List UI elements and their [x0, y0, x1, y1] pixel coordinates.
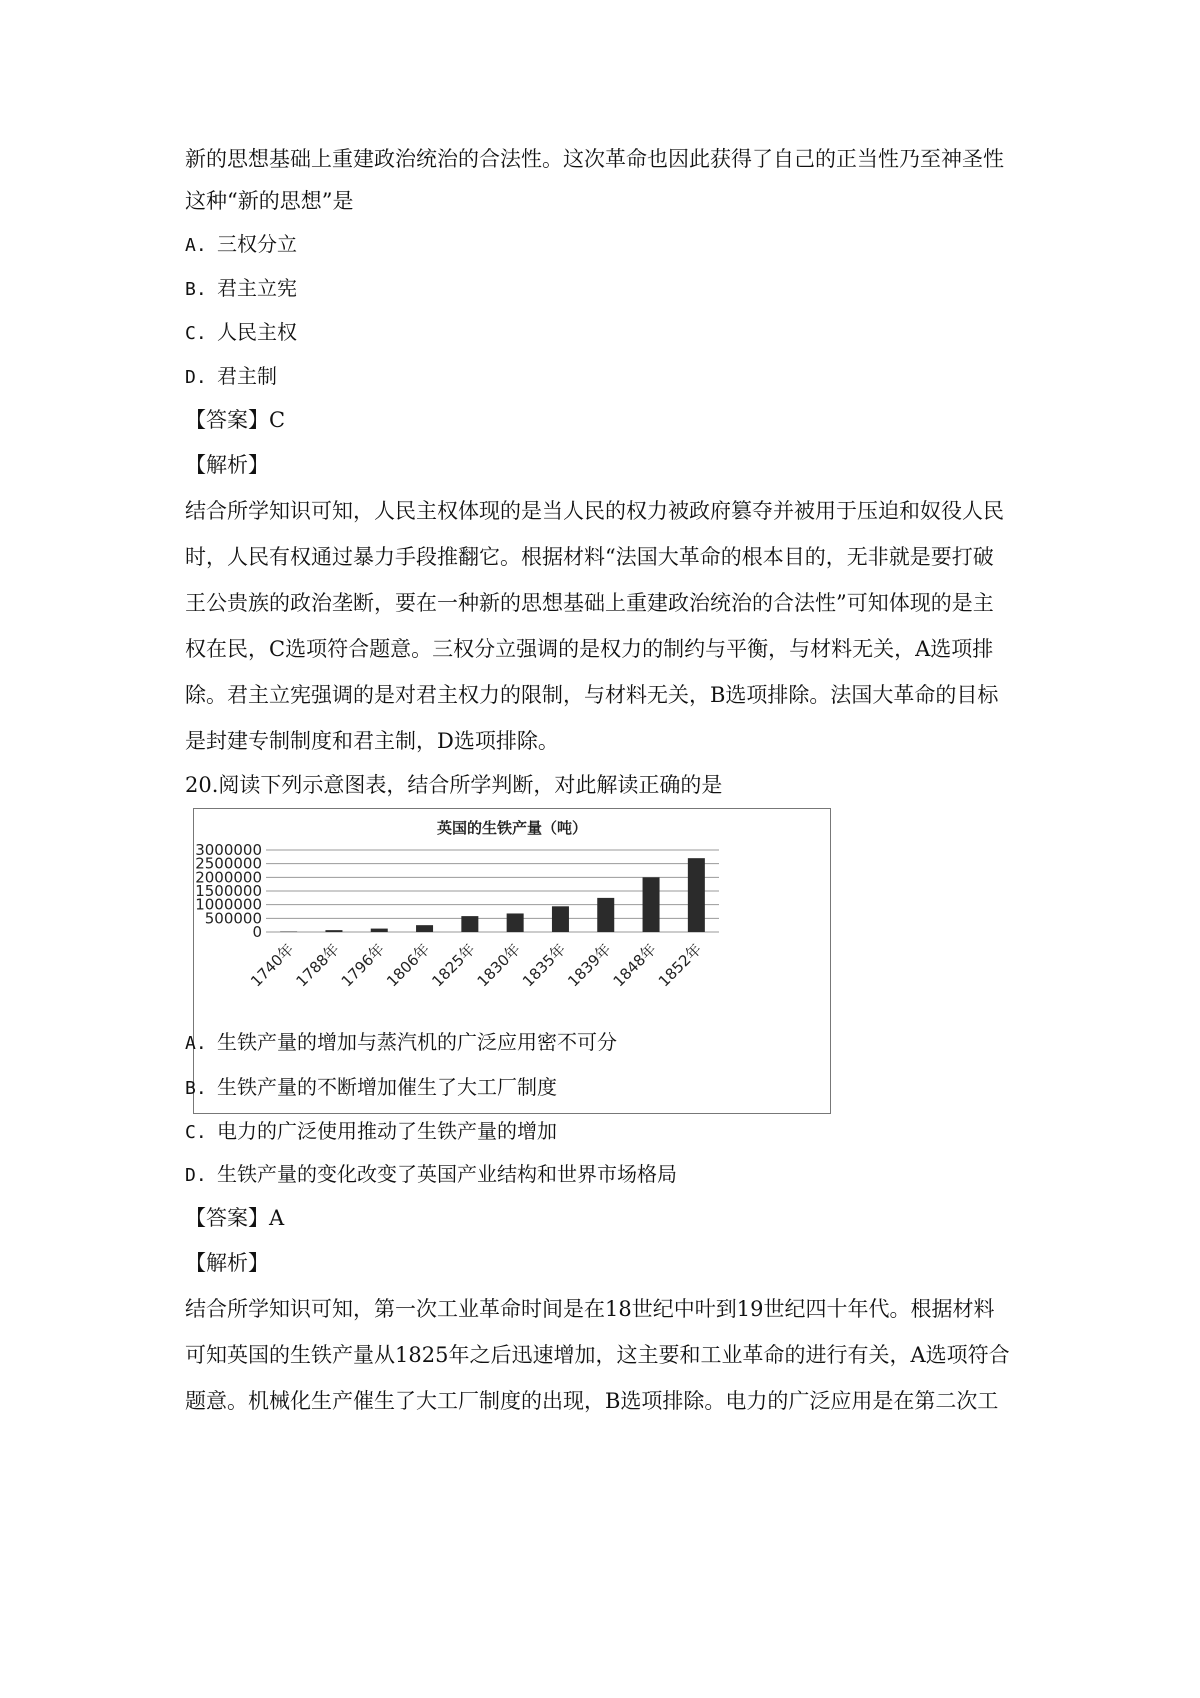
- bar: [461, 916, 478, 932]
- option-d: [185, 1160, 677, 1190]
- option-c: [185, 318, 297, 348]
- option-text: 君主立宪: [217, 276, 297, 300]
- y-tick-label: 2000000: [195, 868, 262, 887]
- pig-iron-chart: [193, 808, 831, 1114]
- answer-label: 【答案】C: [185, 408, 286, 432]
- option-b: [185, 274, 297, 304]
- option-a: [185, 230, 297, 260]
- option-letter: B.: [185, 279, 207, 300]
- analysis-line: 权在民，C选项符合题意。三权分立强调的是权力的制约与平衡，与材料无关，A选项排: [185, 637, 994, 661]
- option-b: [185, 1073, 557, 1103]
- analysis-line: 时，人民有权通过暴力手段推翻它。根据材料“法国大革命的根本目的，无非就是要打破: [185, 545, 994, 569]
- y-tick-label: 2500000: [195, 854, 262, 873]
- option-text: 生铁产量的增加与蒸汽机的广泛应用密不可分: [217, 1030, 617, 1054]
- x-axis-tick-labels: [247, 940, 705, 990]
- bar: [688, 858, 705, 932]
- bar: [552, 906, 569, 932]
- analysis-line: 可知英国的生铁产量从1825年之后迅速增加，这主要和工业革命的进行有关，A选项符合: [185, 1343, 1010, 1367]
- bar: [416, 925, 433, 932]
- option-d: [185, 362, 277, 392]
- analysis-line: 是封建专制制度和君主制，D选项排除。: [185, 729, 559, 753]
- bar: [325, 930, 342, 932]
- x-tick-label: 1852年: [654, 940, 706, 991]
- y-tick-label: 500000: [204, 909, 262, 928]
- y-tick-label: 1000000: [195, 895, 262, 914]
- option-letter: D.: [185, 1165, 207, 1186]
- option-c: [185, 1117, 557, 1147]
- x-tick-label: 1848年: [609, 940, 660, 991]
- analysis-heading: 【解析】: [185, 1251, 269, 1275]
- x-tick-label: 1806年: [383, 940, 434, 991]
- option-a: [185, 1028, 617, 1058]
- bar: [507, 913, 524, 932]
- answer-label: 【答案】A: [185, 1206, 285, 1230]
- analysis-line: 题意。机械化生产催生了大工厂制度的出现，B选项排除。电力的广泛应用是在第二次工: [185, 1389, 999, 1413]
- analysis-line: 王公贵族的政治垄断，要在一种新的思想基础上重建政治统治的合法性”可知体现的是主: [185, 591, 994, 615]
- analysis-line: 结合所学知识可知，第一次工业革命时间是在18世纪中叶到19世纪四十年代。根据材料: [185, 1297, 995, 1321]
- option-letter: A.: [185, 235, 207, 256]
- option-letter: B.: [185, 1078, 207, 1099]
- analysis-line: 除。君主立宪强调的是对君主权力的限制，与材料无关，B选项排除。法国大革命的目标: [185, 683, 999, 707]
- bar: [597, 898, 614, 932]
- x-tick-label: 1830年: [473, 940, 524, 991]
- y-tick-label: 3000000: [195, 841, 262, 859]
- option-text: 三权分立: [217, 232, 297, 256]
- chart-svg: [194, 809, 830, 1113]
- question-stem-line: 新的思想基础上重建政治统治的合法性。这次革命也因此获得了自己的正当性乃至神圣性: [185, 147, 1004, 171]
- option-letter: D.: [185, 367, 207, 388]
- x-tick-label: 1740年: [247, 940, 298, 991]
- bar: [643, 877, 660, 932]
- chart-title: 英国的生铁产量（吨）: [436, 819, 588, 837]
- option-text: 人民主权: [217, 320, 297, 344]
- option-letter: C.: [185, 323, 207, 344]
- y-tick-label: 1500000: [195, 882, 262, 900]
- bar: [371, 929, 388, 932]
- x-tick-label: 1825年: [428, 940, 479, 991]
- option-text: 君主制: [217, 364, 277, 388]
- chart-bars: [280, 858, 705, 932]
- y-axis-tick-labels: [195, 841, 262, 941]
- question-20-stem: 20.阅读下列示意图表，结合所学判断，对此解读正确的是: [185, 773, 723, 797]
- option-text: 生铁产量的不断增加催生了大工厂制度: [217, 1075, 557, 1099]
- option-text: 生铁产量的变化改变了英国产业结构和世界市场格局: [217, 1162, 677, 1186]
- x-tick-label: 1835年: [518, 940, 570, 991]
- option-letter: A.: [185, 1033, 207, 1054]
- analysis-heading: 【解析】: [185, 453, 269, 477]
- y-tick-label: 0: [252, 923, 262, 941]
- option-letter: C.: [185, 1122, 207, 1143]
- x-tick-label: 1788年: [292, 940, 343, 991]
- x-tick-label: 1796年: [337, 940, 389, 991]
- question-stem-line: 这种“新的思想”是: [185, 189, 354, 213]
- x-tick-label: 1839年: [564, 940, 615, 991]
- option-text: 电力的广泛使用推动了生铁产量的增加: [217, 1119, 557, 1143]
- analysis-line: 结合所学知识可知，人民主权体现的是当人民的权力被政府篡夺并被用于压迫和奴役人民: [185, 499, 1004, 523]
